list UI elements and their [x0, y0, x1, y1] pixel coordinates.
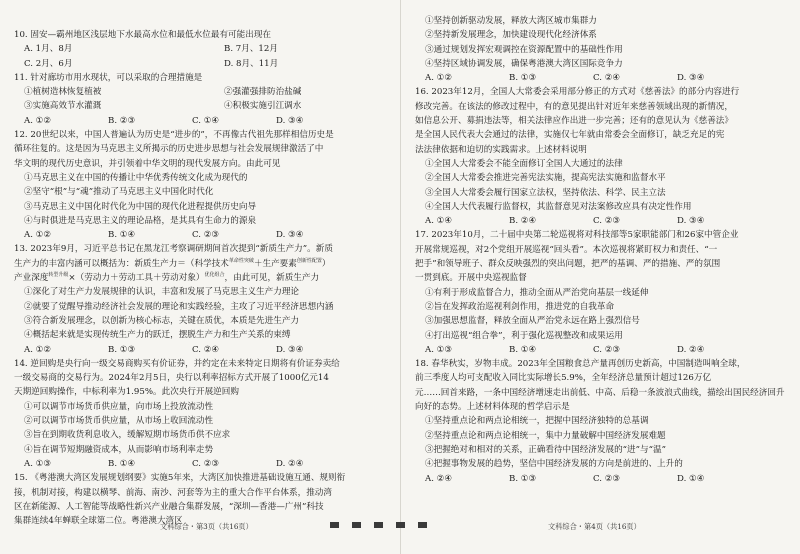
choice: ④全国人大代表履行监督权，其监督意见对法案修改应具有决定性作用: [425, 201, 692, 212]
answer: A. ①②: [24, 230, 52, 241]
question-18-stem-1: 18. 春华秋实，岁物丰成。2023年全国粮食总产量再创历史新高，中国制造叫响全球，: [415, 359, 746, 370]
answer: A. ①②: [24, 115, 52, 126]
question-14-answers: [14, 457, 386, 471]
page-footer-left: 文科综合・第3页（共16页）: [160, 522, 253, 531]
question-18-stem-3: 元……回首来路，一条中国经济增速走出前低、中高、后稳一条波浪式曲线，描绘出国民经济回升: [415, 387, 785, 398]
question-10-options-row1: [14, 42, 386, 56]
question-15-stem-2: 接，机制对接，构建以横琴、前海、南沙、河套等为主的重大合作平台体系，推动湾: [14, 487, 332, 498]
answer: C. ②③: [593, 344, 621, 355]
question-12-stem-2: 循环往复的。这是因为马克思主义所揭示的历史进步思想与社会发展规律激活了中: [14, 144, 324, 155]
answer: A. ①②: [24, 344, 52, 355]
question-13-stem-3: 产业深度$^{转型升级}$×（劳动力＋劳动工具＋劳动对象）$^{优化组合}$，由此可见，新质生产力: [14, 272, 320, 284]
choice: ③通过规划发挥宏观调控在资源配置中的基础性作用: [425, 44, 623, 55]
answer: D. ②④: [677, 344, 705, 355]
question-15-stem-3: 区在新能源、人工智能等战略性新兴产业融合集群发展，“深圳—香港—广州”科技: [14, 501, 324, 512]
question-12-stem-3: 华文明的现代历史意识，并引领着中华文明的现代发展方向。由此可见: [14, 158, 281, 169]
answer: A. ②④: [425, 473, 453, 484]
question-16-stem-5: 法法律依据和迫切的实践需求。上述材料说明: [415, 144, 587, 155]
answer: C. ②③: [192, 458, 220, 469]
answer: A. ①③: [24, 458, 52, 469]
question-18-stem-2: 前三季度人均可支配收入同比实际增长5.9%，全年经济总量预计超过126万亿: [415, 373, 712, 384]
answer: B. ①③: [509, 73, 537, 84]
choice: ④旨在调节短期融资成本，从而影响市场利率走势: [24, 444, 214, 455]
choice: ③加强思想监督，释放全面从严治党永远在路上强烈信号: [425, 316, 640, 327]
answer: A. ①②: [425, 73, 453, 84]
question-16-stem-2: 修改完善。在该法的修改过程中，有的意见提出针对近年来慈善领域出现的新情况，: [415, 101, 733, 112]
answer: D. ③④: [276, 230, 304, 241]
answer: D. ①④: [677, 473, 705, 484]
choice: ②全国人大常委会推进完善宪法实施，提高宪法实施和监督水平: [425, 173, 666, 184]
question-13-stem-2: 生产力的丰富内涵可以概括为：新质生产力＝（科学技术$^{革命性突破}$＋生产要素$^{创新性配置}$）: [14, 257, 331, 269]
choice: ④把握事物发展的趋势，坚信中国经济发展的方向是前进的、上升的: [425, 459, 683, 470]
question-15-stem-1: 15. 《粤港澳大湾区发展规划纲要》实施5年来，大湾区加快推进基础设施互通、规则衔: [14, 473, 346, 484]
page-footer-right: 文科综合・第4页（共16页）: [548, 522, 641, 531]
option: C. 2月、6月: [24, 58, 73, 69]
question-15-stem-4: 集群连续4年蝉联全球第二位。粤港澳大湾区: [14, 516, 183, 527]
question-12-stem-1: 12. 20世纪以来，中国人普遍认为历史是“进步的”，不再像古代祖先那样相信历史是: [14, 130, 334, 141]
choice: ③全国人大常委会履行国家立法权，坚持依法、科学、民主立法: [425, 187, 666, 198]
question-17-stem-1: 17. 2023年10月，二十届中央第二轮巡视将对科技部等5家职能部门和26家中管企业: [415, 230, 739, 241]
choice: ①全国人大常委会不能全面修订全国人大通过的法律: [425, 158, 623, 169]
question-14-stem-1: 14. 逆回购是央行向一级交易商购买有价证券，并约定在未来特定日期将有价证券卖给: [14, 358, 340, 369]
choice: ④与时俱进是马克思主义的理论品格，是其具有生命力的源泉: [24, 215, 257, 226]
question-11-choices-row2: [14, 99, 386, 113]
option: B. 7月、12月: [224, 44, 278, 55]
exam-page-right: [401, 0, 800, 554]
answer: C. ②④: [593, 73, 621, 84]
choice: ①坚持重点论和两点论相统一，把握中国经济独特的总基调: [425, 416, 649, 427]
answer: D. ②④: [276, 458, 304, 469]
question-16-stem-3: 如信息公开、募捐违法等，相关法律应作出进一步完善；还有的意见认为《慈善法》: [415, 116, 733, 127]
question-10-options-row2: [14, 57, 386, 71]
answer: B. ①③: [509, 473, 537, 484]
choice: ①坚持创新驱动发展，释放大湾区城市集群力: [425, 16, 597, 26]
registration-mark: [352, 522, 361, 528]
choice: ①植树造林恢复植被: [24, 87, 102, 98]
choice: ②坚守“根”与“魂”推动了马克思主义中国化时代化: [24, 187, 214, 198]
question-17-stem-2: 开展常规巡视，对2个党组开展巡视“回头看”。本次巡视将紧盯权力和责任、“一: [415, 244, 718, 255]
choice: ④概括起来就是实现传统生产力的跃迁，摆脱生产力和生产关系的束缚: [24, 330, 291, 341]
answer: D. ③④: [276, 344, 304, 355]
registration-mark: [330, 522, 339, 528]
question-17-stem-4: 一贯到底。开展中央巡视监督: [415, 273, 527, 284]
answer: B. ②③: [108, 115, 136, 126]
question-18-stem-4: 向好的态势。上述材料体现的哲学启示是: [415, 402, 570, 413]
answer: B. ①③: [108, 344, 136, 355]
choice: ③把握绝对和相对的关系，正确看待中国经济发展的“进”与“温”: [425, 444, 667, 455]
question-11-choices-row1: [14, 85, 386, 99]
answer: B. ①④: [509, 344, 537, 355]
choice: ③实施高效节水灌溉: [24, 101, 102, 112]
answer: C. ②④: [192, 344, 220, 355]
question-14-stem-3: 天期逆回购操作，中标利率为1.95%。此次央行开展逆回购: [14, 387, 239, 398]
registration-mark: [374, 522, 383, 528]
choice: ④打出巡视“组合拳”，利于强化巡视整改和成果运用: [425, 330, 623, 341]
question-12-answers: [14, 228, 386, 242]
answer: C. ②③: [593, 473, 621, 484]
question-14-stem-2: 一级交易商的交易行为。2024年2月5日，央行以利率招标方式开展了1000亿元14: [14, 373, 329, 384]
answer: C. ①④: [192, 115, 220, 126]
question-17-stem-3: 把手”和领导班子、群众反映强烈的突出问题，把严的基调、严的措施、严的氛围: [415, 259, 721, 270]
question-15-answers: [415, 71, 786, 85]
question-18-answers: [415, 472, 786, 486]
answer: A. ①③: [425, 344, 453, 355]
registration-mark: [396, 522, 405, 528]
choice: ②旨在发挥政治巡视利剑作用，推进党的自我革命: [425, 301, 615, 312]
question-16-answers: [415, 214, 786, 228]
choice: ③符合新发展理念，以创新为核心标志，关键在质优，本质是先进生产力: [24, 315, 300, 326]
answer: D. ③④: [677, 73, 705, 84]
choice: ④积极实施引江调水: [224, 101, 302, 112]
choice: ②坚持新发展理念，加快建设现代化经济体系: [425, 30, 597, 41]
answer: C. ②③: [192, 230, 220, 241]
answer: D. ③④: [276, 115, 304, 126]
registration-mark: [418, 522, 427, 528]
choice: ③马克思主义中国化时代化为中国的现代化进程提供历史向导: [24, 201, 257, 212]
choice: ②坚持重点论和两点论相统一，集中力量破解中国经济发展难题: [425, 430, 666, 441]
answer: D. ③④: [677, 216, 705, 227]
question-13-answers: [14, 343, 386, 357]
registration-marks: [330, 522, 427, 528]
question-10-stem: 10. 固安—霸州地区浅层地下水最高水位和最低水位最有可能出现在: [14, 30, 272, 40]
answer: C. ②③: [593, 216, 621, 227]
choice: ①马克思主义在中国的传播让中华优秀传统文化成为现代的: [24, 172, 248, 183]
option: A. 1月、8月: [24, 44, 73, 55]
question-11-answers: [14, 114, 386, 128]
question-17-answers: [415, 343, 786, 357]
question-16-stem-4: 是全国人民代表大会通过的法律，实施仅七年就由常委会全面修订，缺乏充足的宪: [415, 130, 725, 141]
option: D. 8月、11月: [224, 58, 279, 69]
answer: B. ①④: [108, 458, 136, 469]
answer: A. ①④: [425, 216, 453, 227]
choice: ③旨在到期收货利息收入，缓解短期市场货币供不应求: [24, 430, 231, 441]
question-11-stem: 11. 针对廊坊市用水现状，可以采取的合理措施是: [14, 72, 203, 83]
choice: ②可以调节市场货币供应量，从市场上收回流动性: [24, 416, 214, 427]
choice: ②强灌强排防治盐碱: [224, 87, 302, 98]
answer: B. ②④: [509, 216, 537, 227]
choice: ②就要了觉醒导推动经济社会发展的理论和实践经验，主攻了习近平经济思想内涵: [24, 301, 334, 312]
question-13-stem-1: 13. 2023年9月，习近平总书记在黑龙江考察调研期间首次提到“新质生产力”。新质: [14, 244, 333, 255]
choice: ①深化了对生产力发展规律的认识，丰富和发展了马克思主义生产力理论: [24, 287, 300, 298]
choice: ①有利于形成监督合力，推动全面从严治党向基层一线延伸: [425, 287, 649, 298]
choice: ①可以调节市场货币供应量，向市场上投放流动性: [24, 401, 214, 412]
choice: ④坚持区域协调发展，确保粤港澳大湾区国际竞争力: [425, 58, 623, 69]
answer: B. ①④: [108, 230, 136, 241]
question-16-stem-1: 16. 2023年12月，全国人大常委会采用部分修正的方式对《慈善法》的部分内容进行: [415, 87, 740, 98]
